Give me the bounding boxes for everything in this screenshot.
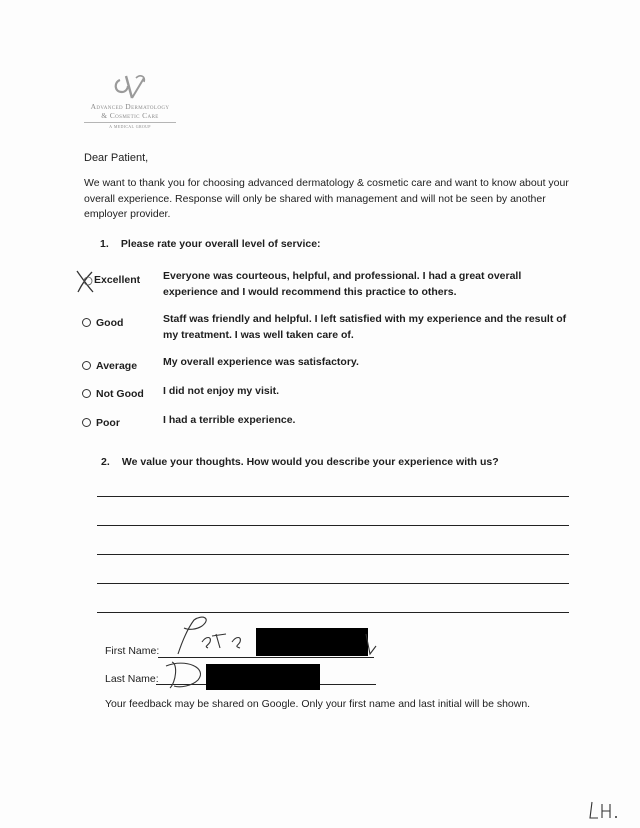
question-2-number: 2. — [101, 456, 110, 468]
logo-mark-icon — [110, 72, 150, 102]
option-good-description: Staff was friendly and helpful. I left satisfied with my experience and the result of my treatment. I was well taken care of. — [163, 313, 567, 341]
radio-circle-icon[interactable] — [82, 418, 91, 427]
intro-paragraph: We want to thank you for choosing advanced dermatology & cosmetic care and want to know about your overall experience. Response will only be shared with management and will not be seen by another employer provider. — [84, 177, 569, 220]
option-not-good[interactable] — [82, 388, 144, 400]
option-excellent[interactable] — [94, 274, 140, 286]
option-poor-label: Poor — [96, 417, 120, 429]
question-1 — [100, 238, 321, 250]
logo-text-line2: & Cosmetic Care — [101, 111, 159, 120]
radio-circle-icon[interactable] — [82, 361, 91, 370]
question-1-number: 1. — [100, 238, 109, 250]
footer-note: Your feedback may be shared on Google. Only your first name and last initial will be shown. — [105, 698, 531, 710]
radio-circle-icon[interactable] — [82, 318, 91, 327]
option-good-label: Good — [96, 317, 124, 329]
comment-line[interactable] — [97, 612, 569, 613]
question-1-text: Please rate your overall level of service: — [120, 238, 321, 250]
practice-logo — [80, 72, 180, 130]
comment-line[interactable] — [97, 525, 569, 526]
handwritten-first-name — [172, 614, 252, 658]
redacted-first-name-block — [256, 628, 368, 656]
greeting: Dear Patient, — [84, 152, 149, 164]
handwritten-initials — [588, 800, 628, 822]
redacted-last-name-block — [206, 664, 320, 690]
option-not-good-label: Not Good — [96, 388, 144, 400]
handwritten-stroke — [362, 632, 378, 658]
handwritten-x-mark-icon — [74, 268, 96, 294]
option-excellent-description: Everyone was courteous, helpful, and professional. I had a great overall experience and I would recommend this practice to others. — [163, 270, 522, 298]
option-poor-description: I had a terrible experience. — [163, 414, 296, 426]
option-poor[interactable] — [82, 417, 120, 429]
logo-text-line1: Advanced Dermatology — [90, 102, 170, 111]
first-name-label: First Name: — [105, 645, 160, 657]
radio-circle-icon[interactable] — [82, 389, 91, 398]
option-average[interactable] — [82, 360, 137, 372]
logo-divider — [84, 122, 176, 123]
question-2 — [101, 456, 499, 468]
comment-line[interactable] — [97, 583, 569, 584]
option-average-label: Average — [96, 360, 138, 372]
comment-line[interactable] — [97, 496, 569, 497]
comment-line[interactable] — [97, 554, 569, 555]
option-excellent-label: Excellent — [94, 274, 141, 286]
option-not-good-description: I did not enjoy my visit. — [163, 385, 280, 397]
question-2-text: We value your thoughts. How would you describe your experience with us? — [121, 456, 499, 468]
last-name-label: Last Name: — [105, 673, 159, 685]
logo-subtitle: a medical group — [109, 125, 151, 130]
option-average-description: My overall experience was satisfactory. — [163, 356, 359, 368]
option-good[interactable] — [82, 317, 123, 329]
